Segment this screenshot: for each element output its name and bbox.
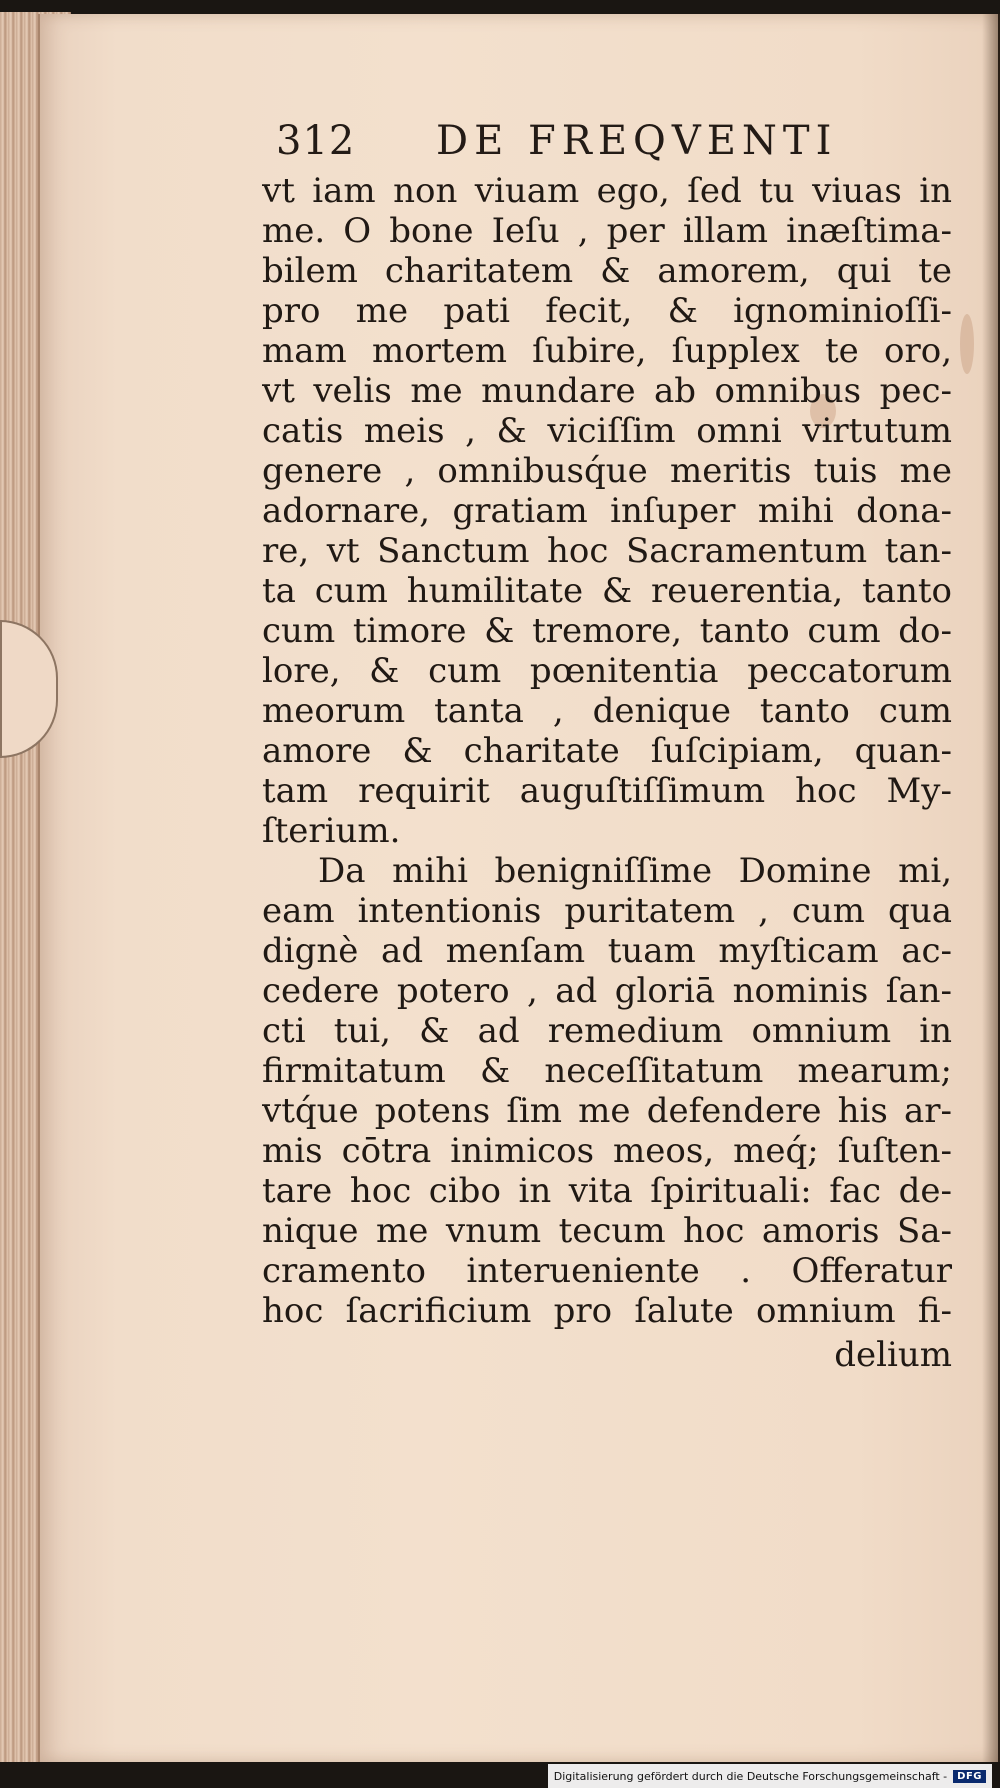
text-line: tam requirit auguſtiſſimum hoc My- [262, 771, 952, 811]
text-line: cum timore & tremore, tanto cum do- [262, 611, 952, 651]
text-line: pro me pati fecit, & ignominioſſi- [262, 291, 952, 331]
text-line: lore, & cum pœnitentia peccatorum [262, 651, 952, 691]
text-line: Da mihi benigniſſime Domine mi, [318, 851, 952, 891]
text-line: cramento interueniente . Offeratur [262, 1251, 952, 1291]
text-line: vt iam non viuam ego, ſed tu viuas in [262, 171, 952, 211]
text-line: genere , omnibusq́ue meritis tuis me [262, 451, 952, 491]
text-line: ſterium. [262, 811, 401, 851]
text-line: mis cōtra inimicos meos, meq́; ſuſten- [262, 1131, 952, 1171]
text-line: me. O bone Ieſu , per illam inæſtima- [262, 211, 952, 251]
foxing-spot [960, 314, 974, 374]
text-line: cti tui, & ad remedium omnium in [262, 1011, 952, 1051]
text-line: amore & charitate ſuſcipiam, quan- [262, 731, 952, 771]
catchword: delium [834, 1335, 952, 1375]
text-line: catis meis , & viciſſim omni virtutum [262, 411, 952, 451]
dfg-logo: DFG [953, 1770, 986, 1783]
text-line: eam intentionis puritatem , cum qua [262, 891, 952, 931]
text-line: cedere potero , ad gloriā nominis ſan- [262, 971, 952, 1011]
running-head: DE FREQVENTI [436, 118, 838, 164]
text-line: nique me vnum tecum hoc amoris Sa- [262, 1211, 952, 1251]
credit-text: Digitalisierung gefördert durch die Deutsche Forschungsgemeinschaft - [553, 1769, 948, 1783]
text-line: adornare, gratiam inſuper mihi dona- [262, 491, 952, 531]
page-header [276, 118, 856, 168]
text-line: vtq́ue potens ſim me defendere his ar- [262, 1091, 952, 1131]
text-line: firmitatum & neceſſitatum mearum; [262, 1051, 952, 1091]
text-line: vt velis me mundare ab omnibus pec- [262, 371, 952, 411]
text-line: hoc ſacrificium pro ſalute omnium fi- [262, 1291, 952, 1331]
text-line: tare hoc cibo in vita ſpirituali: fac de- [262, 1171, 952, 1211]
page-number: 312 [276, 118, 356, 164]
text-line: dignè ad menſam tuam myſticam ac- [262, 931, 952, 971]
text-line: re, vt Sanctum hoc Sacramentum tan- [262, 531, 952, 571]
text-line: ta cum humilitate & reuerentia, tanto [262, 571, 952, 611]
page-shadow [982, 14, 1000, 1762]
text-line: bilem charitatem & amorem, qui te [262, 251, 952, 291]
digitization-credit [548, 1764, 992, 1788]
text-line: mam mortem ſubire, ſupplex te oro, [262, 331, 952, 371]
body-text [262, 170, 952, 1570]
text-line: meorum tanta , denique tanto cum [262, 691, 952, 731]
